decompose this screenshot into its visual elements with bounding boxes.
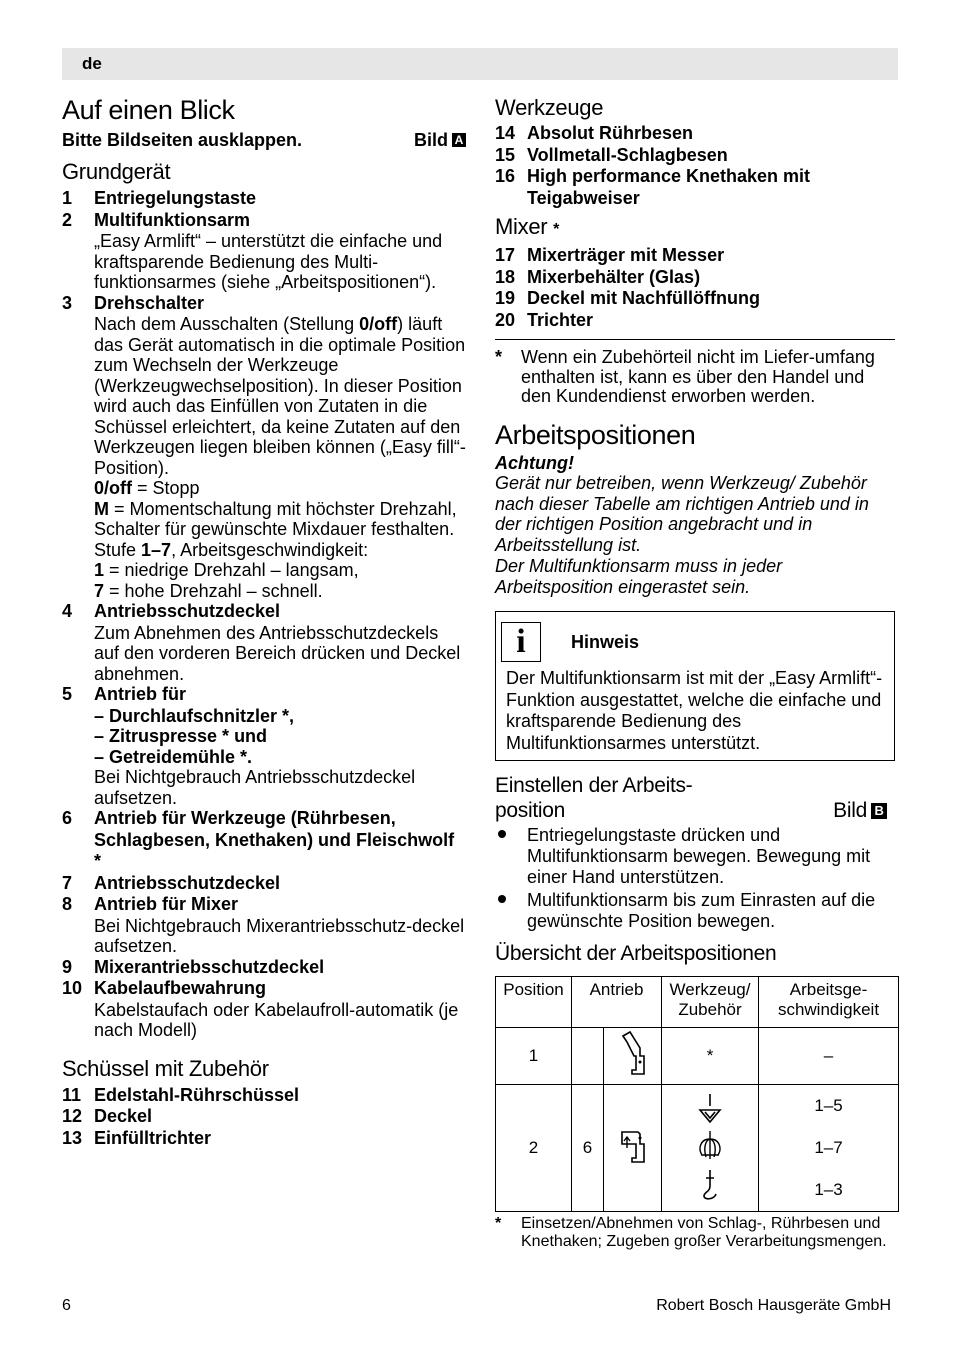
section-heading-werkzeuge: Werkzeuge	[495, 95, 604, 120]
flat-beater-icon	[662, 1092, 758, 1129]
list-item: 10 Kabelaufbewahrung	[62, 978, 267, 998]
item-subitem: – Zitruspresse * und	[94, 726, 268, 746]
bullet-item: Multifunktionsarm bis zum Einrasten auf die gewünschte Position bewegen.	[495, 890, 895, 932]
list-item: 18 Mixerbehälter (Glas)	[495, 266, 701, 287]
arm-down-icon	[604, 1085, 662, 1212]
table-row: 2 6 1–5 1–7 1–3	[496, 1085, 899, 1212]
list-item: 16 High performance Knethaken mit Teigabweiser	[495, 166, 811, 208]
section-title-arbeitspositionen: Arbeitspositionen	[495, 419, 696, 450]
list-item: 8 Antrieb für Mixer	[62, 894, 239, 914]
item-description: Nach dem Ausschalten (Stellung 0/off) läuft das Gerät automatisch in die optimale Position zum Wechseln der Werkzeuge (Werkzeugwechselposition). In dieser Position wird auch das Einfüllen von Zutaten in die Schüssel erleichtert, da keine Zutaten auf den Werkzeugen liegen bleiben können („Easy fill“-Position).	[94, 314, 466, 478]
item-description: „Easy Armlift“ – unterstützt die einfache und kraftsparende Bedienung des Multi-funktionsarmes (siehe „Arbeitspositionen“).	[94, 231, 443, 292]
subtitle-row	[62, 129, 466, 151]
list-item: 7 Antriebsschutzdeckel	[62, 872, 281, 893]
heading-einstellen: Einstellen der Arbeits-	[495, 774, 693, 797]
item-description: 1 = niedrige Drehzahl – langsam,	[94, 560, 359, 580]
heading-einstellen-row: position Bild B	[495, 798, 895, 823]
section-heading-mixer: Mixer *	[495, 214, 560, 239]
footnote: * Wenn ein Zubehörteil nicht im Liefer-umfang enthalten ist, kann es über den Handel und den Kundendienst erworben werden.	[495, 347, 875, 406]
list-item: 3 Drehschalter	[62, 292, 205, 313]
table-row: 1 * –	[496, 1028, 899, 1085]
language-code: de	[82, 54, 102, 73]
dough-hook-icon	[662, 1168, 758, 1205]
table-header: Arbeitsge-schwindigkeit	[759, 977, 899, 1028]
whisk-icon	[662, 1129, 758, 1168]
item-subitem: – Durchlaufschnitzler *,	[94, 705, 295, 726]
bild-ref: Bild A	[414, 129, 466, 151]
page-title: Auf einen Blick	[62, 95, 235, 125]
warning-text: Gerät nur betreiben, wenn Werkzeug/ Zubehör nach dieser Tabelle am richtigen Antrieb und in der richtigen Position angebracht und in Arbeitsstellung ist.	[495, 473, 869, 555]
item-description: Stufe 1–7, Arbeitsgeschwindigkeit:	[94, 539, 369, 560]
info-icon: i	[501, 622, 541, 662]
list-item: 12 Deckel	[62, 1106, 153, 1126]
hint-text: Der Multifunktionsarm ist mit der „Easy Armlift“-Funktion ausgestattet, welche die einfache und kraftsparende Bedienung des Multifunktionsarmes unterstützt.	[506, 668, 883, 753]
table-header: Position	[496, 977, 572, 1028]
list-item: 20 Trichter	[495, 309, 594, 330]
table-header: Antrieb	[572, 977, 662, 1028]
positions-table	[495, 976, 899, 1212]
item-description: Kabelstaufach oder Kabelaufroll-automatik (je nach Modell)	[94, 999, 459, 1040]
list-item: 4 Antriebsschutzdeckel	[62, 601, 281, 621]
item-description: Bei Nichtgebrauch Mixerantriebsschutz-deckel aufsetzen.	[94, 915, 465, 956]
bild-ref: Bild B	[833, 798, 887, 823]
list-item: 2 Multifunktionsarm	[62, 209, 250, 230]
heading-uebersicht: Übersicht der Arbeitspositionen	[495, 942, 777, 965]
section-heading-grundgeraet: Grundgerät	[62, 159, 171, 184]
list-item: 1 Entriegelungstaste	[62, 188, 257, 208]
list-item: 9 Mixerantriebsschutzdeckel	[62, 956, 325, 977]
hint-title: Hinweis	[571, 631, 640, 652]
list-item: 19 Deckel mit Nachfüllöffnung	[495, 288, 761, 308]
item-description: 7 = hohe Drehzahl – schnell.	[94, 580, 323, 601]
list-item: 6 Antrieb für Werkzeuge (Rührbesen, Schlagbesen, Knethaken) und Fleischwolf *	[62, 808, 455, 871]
left-column	[62, 94, 466, 1149]
warning-text: Der Multifunktionsarm muss in jeder Arbeitsposition eingerastet sein.	[495, 556, 783, 597]
language-bar	[62, 48, 898, 80]
list-item: 17 Mixerträger mit Messer	[495, 245, 725, 265]
table-footnote: * Einsetzen/Abnehmen von Schlag-, Rührbesen und Knethaken; Zugeben großer Verarbeitungsmengen.	[495, 1215, 887, 1250]
divider	[495, 339, 895, 340]
list-item: 14 Absolut Rührbesen	[495, 123, 694, 143]
list-item: 15 Vollmetall-Schlagbesen	[495, 144, 728, 165]
subtitle: Bitte Bildseiten ausklappen.	[62, 130, 303, 150]
item-description: Zum Abnehmen des Antriebsschutzdeckels auf den vorderen Bereich drücken und Deckel abnehmen.	[94, 622, 461, 684]
right-column	[495, 94, 895, 1251]
item-description: Bei Nichtgebrauch Antriebsschutzdeckel aufsetzen.	[94, 767, 416, 808]
list-item: 13 Einfülltrichter	[62, 1127, 212, 1148]
table-header: Werkzeug/ Zubehör	[662, 977, 759, 1028]
bild-letter-badge: B	[871, 803, 887, 819]
list-item: 11 Edelstahl-Rührschüssel	[62, 1084, 300, 1105]
warning-label: Achtung!	[495, 452, 574, 473]
item-subitem: – Getreidemühle *.	[94, 746, 253, 767]
footer-company: Robert Bosch Hausgeräte GmbH	[656, 1297, 891, 1314]
item-description: M = Momentschaltung mit höchster Drehzahl, Schalter für gewünschte Mixdauer festhalten.	[94, 498, 457, 539]
bullet-item: Entriegelungstaste drücken und Multifunktionsarm bewegen. Bewegung mit einer Hand unterstützen.	[495, 825, 895, 888]
hint-box	[495, 611, 895, 761]
arm-up-icon	[604, 1028, 662, 1085]
page-number: 6	[62, 1297, 71, 1314]
item-description: 0/off = Stopp	[94, 478, 200, 498]
list-item: 5 Antrieb für	[62, 684, 186, 704]
bild-letter-badge: A	[452, 133, 466, 147]
section-heading-schuessel: Schüssel mit Zubehör	[62, 1055, 269, 1081]
